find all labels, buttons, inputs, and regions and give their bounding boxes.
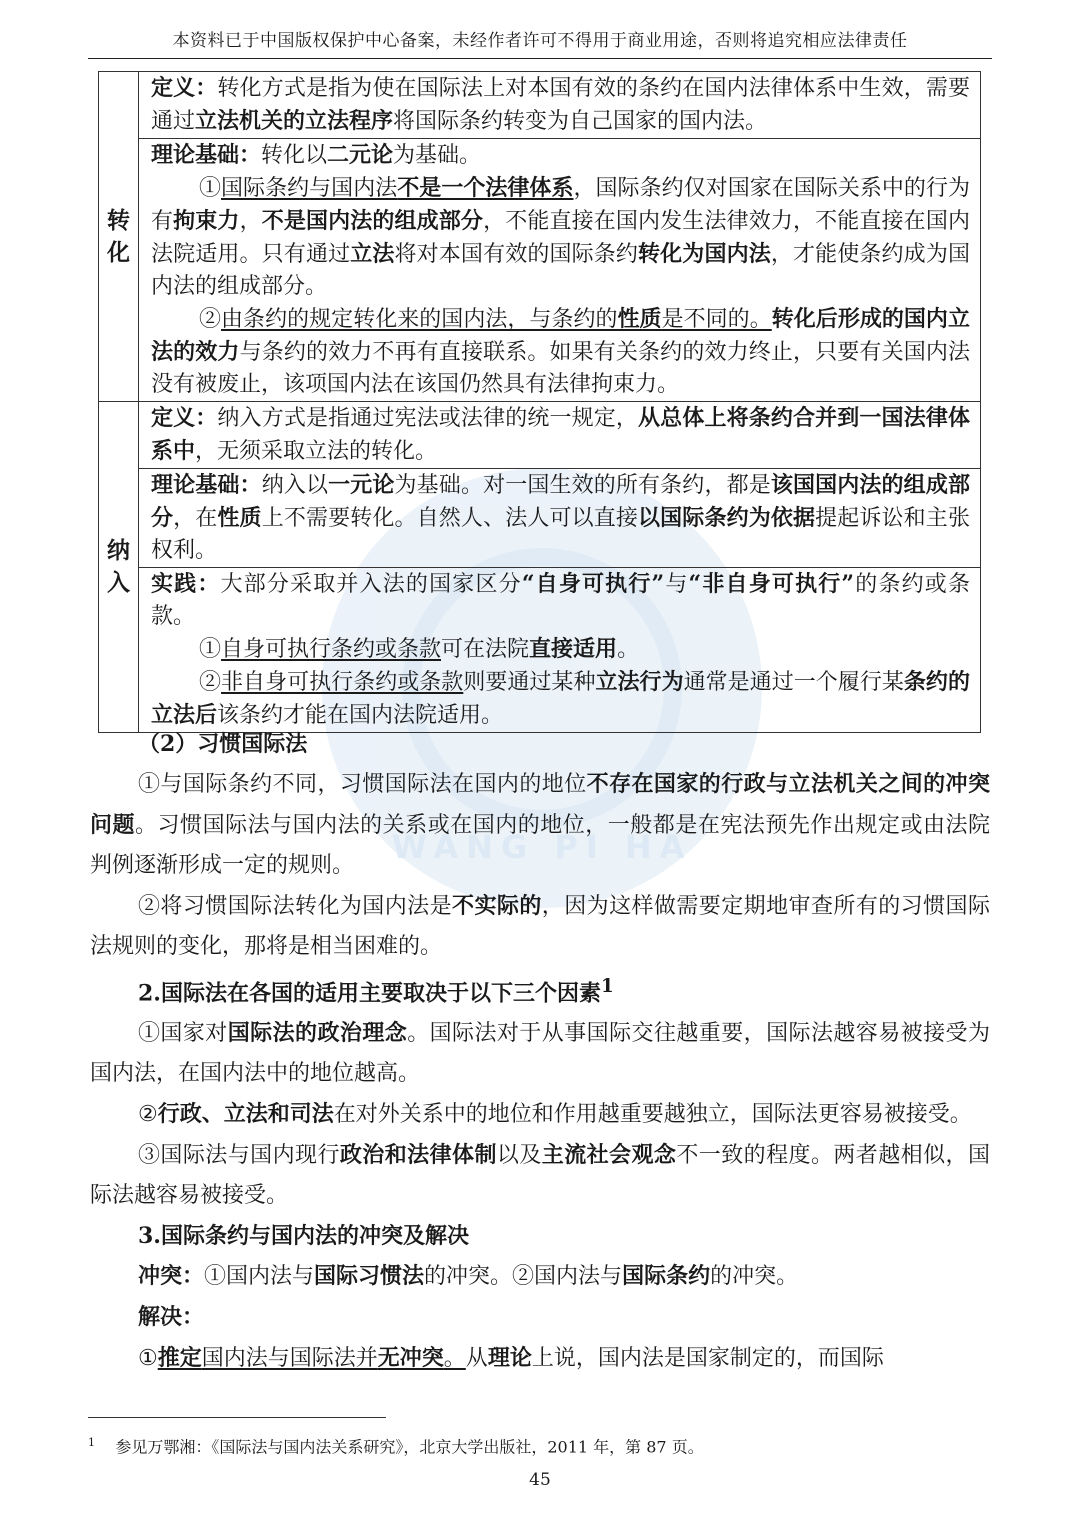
text-run: 。 xyxy=(617,637,640,662)
comparison-table xyxy=(98,71,981,733)
text-run: 上说，国内法是国家制定的，而国际 xyxy=(531,1346,884,1372)
text-run: 转化后形成的国内立法的效力 xyxy=(151,306,970,365)
text-run: 二元论 xyxy=(327,142,394,168)
text-run: ，才能使条约成为国内法的组成部分。 xyxy=(151,242,970,299)
text-run: 国际习惯法 xyxy=(314,1263,425,1290)
text-run: ，无须采取立法的转化。 xyxy=(195,439,438,464)
table-cell xyxy=(139,469,981,568)
text-run: 该国国内法的组成部分 xyxy=(151,472,970,531)
text-run: 从总体上将条约合并到一国法律体系中 xyxy=(151,405,970,464)
zhuanhua-basis-point-1 xyxy=(151,172,970,303)
text-run: 与条约的效力不再有直接联系。如果有关条约的效力终止，只要有关国内法没有被废止，该项国内法在该国仍然具有法律拘束力。 xyxy=(151,340,970,397)
text-run: 2.国际法在各国的适用主要取决于以下三个因素 xyxy=(138,980,601,1007)
text-run: ①与国际条约不同，习惯国际法在国内的地位 xyxy=(138,772,587,797)
text-run: ①国内法与 xyxy=(204,1264,315,1290)
text-run: 通常是通过一个履行某 xyxy=(683,670,904,695)
text-run: 则要通过某种 xyxy=(463,670,596,695)
text-run: ，不能直接在国内发生法律效力，不能直接在国内法院适用。只有通过 xyxy=(151,209,970,267)
text-run: ，国际条约仅对国家在国际关系中的行为有 xyxy=(151,176,970,234)
body-text xyxy=(90,724,990,1379)
text-run: 。国际法对于从事国际交往越重要，国际法越容易被接受为国内法，在国内法中的地位越高。 xyxy=(90,1021,990,1087)
text-run: 非自身可执行条约或条款 xyxy=(221,670,464,695)
naru-practice-point-2 xyxy=(151,666,970,732)
text-run: 不实际的 xyxy=(452,893,542,919)
text-run: ①国家对 xyxy=(138,1021,228,1047)
text-run: 定义： xyxy=(151,75,218,101)
text-run: 1 xyxy=(600,976,614,997)
row-label-zhuanhua: 转化 xyxy=(99,72,139,402)
text-run: 推定 xyxy=(157,1345,202,1372)
text-run: 行政、立法和司法 xyxy=(157,1101,334,1128)
zhuanhua-basis-point-2 xyxy=(151,303,970,401)
text-run: 是不同的。 xyxy=(661,307,772,332)
text-run: 以及 xyxy=(496,1143,542,1169)
text-run: 将对本国有效的国际条约 xyxy=(394,242,639,267)
text-run: 理论 xyxy=(487,1345,532,1372)
text-run: 以国际条约为依据 xyxy=(638,505,816,531)
text-run: 解决： xyxy=(138,1304,205,1331)
naru-practice-point-1 xyxy=(151,633,970,666)
paragraph xyxy=(90,886,990,967)
table-row xyxy=(99,139,981,402)
table-row xyxy=(99,402,981,469)
paragraph xyxy=(90,1297,990,1338)
text-run: ① xyxy=(199,637,222,662)
text-run: 的冲突。②国内法与 xyxy=(424,1264,623,1290)
table-cell xyxy=(139,402,981,469)
text-run: 立法行为 xyxy=(595,669,684,695)
text-run: 在对外关系中的地位和作用越重要越独立，国际法更容易被接受。 xyxy=(333,1102,972,1128)
footnote-mark: 1 xyxy=(88,1436,95,1449)
text-run: ① xyxy=(138,1346,158,1372)
page-header: 本资料已于中国版权保护中心备案，未经作者许可不得用于商业用途，否则将追究相应法律责任 xyxy=(88,28,992,59)
text-run: 转化为国内法 xyxy=(638,241,771,267)
text-run: ② xyxy=(138,1102,158,1128)
text-run: ② xyxy=(199,670,222,695)
text-run: ②将习惯国际法转化为国内法是 xyxy=(138,894,453,919)
section-heading-factors xyxy=(90,967,990,1013)
text-run: 纳入方式是指通过宪法或法律的统一规定， xyxy=(217,406,639,431)
text-run: 从 xyxy=(465,1346,488,1372)
paragraph xyxy=(90,1013,990,1094)
text-run: 提起诉讼和主张权利。 xyxy=(151,506,970,563)
text-run: 冲突： xyxy=(138,1263,205,1290)
text-run: 直接适用 xyxy=(529,636,618,662)
table-cell xyxy=(139,139,981,402)
text-run: 由条约的规定转化来的国内法，与条约的 xyxy=(221,307,618,332)
text-run: 与 xyxy=(664,572,689,597)
section-heading-conflict xyxy=(90,1216,990,1256)
text-run: 理论基础： xyxy=(151,142,262,168)
text-run: 可在法院 xyxy=(441,637,530,662)
text-run: 3.国际条约与国内法的冲突及解决 xyxy=(138,1223,469,1250)
page-number: 45 xyxy=(529,1470,551,1490)
text-run: 。 xyxy=(443,1346,466,1372)
naru-basis xyxy=(151,469,970,567)
text-run: ① xyxy=(199,176,222,201)
text-run: 理论基础： xyxy=(151,472,262,498)
text-run: 国际条约与国内法 xyxy=(221,176,398,201)
text-run: ， xyxy=(239,209,262,234)
text-run: 条约的立法后 xyxy=(151,669,970,728)
text-run: 该条约才能在国内法院适用。 xyxy=(217,703,504,728)
text-run: 拘束力 xyxy=(173,208,240,234)
naru-practice-title xyxy=(151,568,970,633)
text-run: 不是一个法律体系 xyxy=(397,175,574,201)
text-run: 的条约或条款。 xyxy=(151,572,970,629)
text-run: ，在 xyxy=(173,506,218,531)
footnote-text: 参见万鄂湘：《国际法与国内法关系研究》，北京大学出版社，2011 年，第 87 页。 xyxy=(115,1437,704,1457)
text-run: 立法机关的立法程序 xyxy=(195,108,394,134)
text-run: “非自身可执行” xyxy=(688,571,855,597)
text-run: 将国际条约转变为自己国家的国内法。 xyxy=(393,109,768,134)
paragraph xyxy=(90,764,990,886)
zhuanhua-definition xyxy=(151,72,970,138)
text-run: （2）习惯国际法 xyxy=(138,731,308,757)
text-run: 国际条约 xyxy=(622,1263,711,1290)
text-run: 的冲突。 xyxy=(710,1264,799,1290)
text-run: 不存在国家的行政与立法机关之间的冲突问题 xyxy=(90,771,990,838)
zhuanhua-basis-title xyxy=(151,139,970,172)
text-run: 。习惯国际法与国内法的关系或在国内的地位，一般都是在宪法预先作出规定或由法院判例逐渐形成一定的规则。 xyxy=(90,813,990,878)
text-run: 一元论 xyxy=(328,472,395,498)
paragraph xyxy=(90,1338,990,1379)
text-run: 性质 xyxy=(617,306,662,332)
naru-definition xyxy=(151,402,970,468)
footnote-divider xyxy=(88,1417,386,1418)
text-run: 国内法与国际法并 xyxy=(201,1346,378,1372)
paragraph xyxy=(90,1256,990,1297)
table-cell xyxy=(139,568,981,733)
row-label-naru: 纳入 xyxy=(99,402,139,733)
text-run: 上不需要转化。自然人、法人可以直接 xyxy=(261,506,639,531)
text-run: “自身可执行” xyxy=(521,571,665,597)
text-run: 定义： xyxy=(151,405,218,431)
text-run: 立法 xyxy=(350,241,395,267)
text-run: 主流社会观念 xyxy=(541,1142,677,1169)
text-run: 政治和法律体制 xyxy=(339,1142,497,1169)
table-cell xyxy=(139,72,981,139)
table-row xyxy=(99,72,981,139)
text-run: 为基础。 xyxy=(393,143,482,168)
text-run: 转化以 xyxy=(261,143,328,168)
text-run: ③国际法与国内现行 xyxy=(138,1143,340,1169)
table-row xyxy=(99,568,981,733)
text-run: 国际法的政治理念 xyxy=(227,1020,408,1047)
text-run: 实践： xyxy=(151,571,221,597)
text-run: 自身可执行条约或条款 xyxy=(221,637,442,662)
section-heading-customary xyxy=(90,724,990,764)
text-run: 不一致的程度。两者越相似，国际法越容易被接受。 xyxy=(90,1143,990,1209)
watermark-text: WANG PI HA xyxy=(391,828,693,866)
table-row xyxy=(99,469,981,568)
paragraph xyxy=(90,1094,990,1135)
text-run: 大部分采取并入法的国家区分 xyxy=(220,572,522,597)
text-run: 无冲突 xyxy=(377,1345,444,1372)
text-run: 性质 xyxy=(217,505,262,531)
text-run: 为基础。对一国生效的所有条约，都是 xyxy=(394,473,771,498)
text-run: 不是国内法的组成部分 xyxy=(261,208,484,234)
paragraph xyxy=(90,1135,990,1216)
text-run: ，因为这样做需要定期地审查所有的习惯国际法规则的变化，那将是相当困难的。 xyxy=(90,894,990,959)
text-run: 转化方式是指为使在国际法上对本国有效的条约在国内法律体系中生效，需要通过 xyxy=(151,76,970,134)
footnote xyxy=(88,1431,704,1459)
text-run: 纳入以 xyxy=(261,473,329,498)
text-run: ② xyxy=(199,307,222,332)
